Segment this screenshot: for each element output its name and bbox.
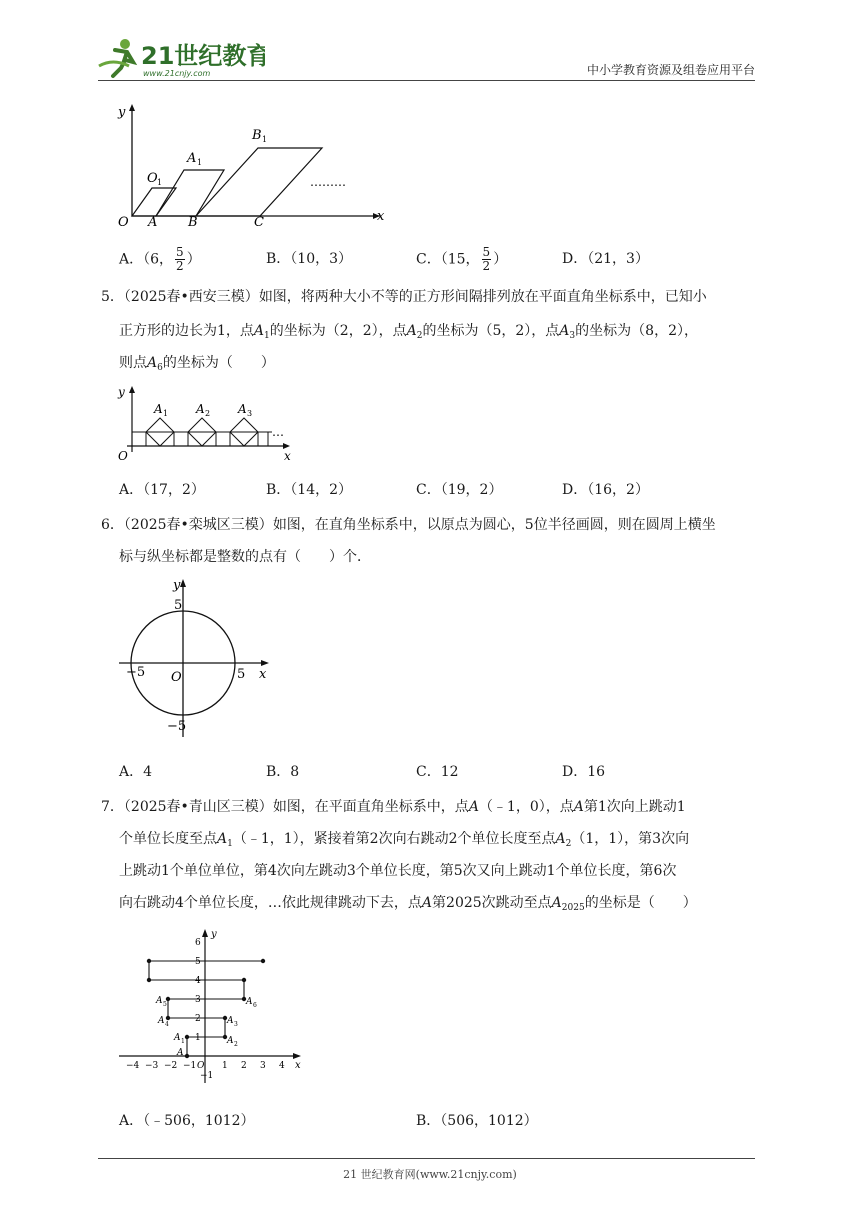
option-text: （17，2） (143, 482, 205, 498)
q5-a2-sub: 2 (205, 409, 211, 418)
q7-a5-sub: 5 (163, 1001, 167, 1008)
option-text: 4 (143, 764, 153, 780)
q5-a3-label: A (238, 402, 247, 416)
q6-option-a (119, 761, 152, 781)
point-sub: 3 (569, 331, 576, 341)
q7-ytick: 6 (195, 938, 201, 948)
q7-origin-label: O (197, 1061, 205, 1071)
q4-dots: ……… (310, 175, 346, 189)
question-text: 个单位长度至点 (119, 831, 217, 847)
option-text-end: ） (186, 251, 201, 268)
question-text: 如图，在直角坐标系中，以原点为圆心，5位半径画圆，则在圆周上横坐 (272, 517, 716, 533)
q4-b1-label: B (252, 128, 262, 143)
q5-option-d (562, 479, 649, 499)
q4-option-c (416, 246, 507, 273)
footer-text: 21 世纪教育网(www.21cnjy.com) (343, 1168, 517, 1181)
option-text: （15， (440, 251, 480, 268)
logo-url: www.21cnjy.com (143, 69, 211, 78)
q7-y-label: y (211, 929, 217, 940)
q4-b1-sub: 1 (262, 135, 268, 144)
option-key: C． (416, 764, 441, 780)
point-label: A (573, 799, 584, 815)
q5-dots: … (272, 425, 284, 439)
question-number: 7． (101, 799, 124, 815)
q4-x-label: x (377, 209, 385, 224)
q7-ytick: 4 (195, 976, 201, 986)
option-key: B． (266, 251, 291, 267)
option-key: D． (562, 482, 588, 498)
q7-ytick-m1: −1 (200, 1071, 214, 1081)
q7-ytick: 2 (195, 1014, 201, 1024)
option-key: B． (416, 1113, 441, 1129)
q7-xtick: −3 (145, 1061, 159, 1071)
point-sub: 2 (565, 839, 572, 849)
question-text: 的坐标是（ ） (584, 895, 697, 911)
q7-a3-label: A (227, 1016, 234, 1026)
q4-origin-label: O (118, 215, 129, 228)
q6-line-1 (101, 515, 716, 535)
q7-line-2 (119, 829, 689, 854)
point-label: A (147, 355, 158, 371)
site-logo (95, 36, 265, 80)
question-text: 的坐标为（5，2），点 (422, 323, 560, 339)
option-key: B． (266, 764, 291, 780)
option-text: 16 (587, 764, 606, 780)
question-source: （2025春•栾城区三模） (123, 517, 273, 533)
point-label: A (217, 831, 228, 847)
q6-option-b (266, 761, 299, 781)
point-label: A (406, 323, 417, 339)
option-key: C． (416, 482, 441, 498)
q5-y-label: y (118, 385, 125, 399)
q4-o1-label: O (147, 171, 158, 186)
question-text: 则点 (119, 355, 147, 371)
q7-a4-label: A (158, 1016, 165, 1026)
q7-line-1 (101, 797, 686, 817)
option-text: 8 (290, 764, 300, 780)
option-key: D． (562, 251, 588, 267)
option-text: （21，3） (587, 251, 649, 267)
q6-x-pos5: 5 (237, 667, 246, 682)
point-label: A (559, 323, 570, 339)
q7-ytick: 1 (195, 1033, 201, 1043)
option-text-end: ） (493, 251, 508, 268)
q7-a2-sub: 2 (234, 1041, 238, 1048)
question-text: 第1次向上跳动1 (583, 799, 686, 815)
q7-xtick: −4 (126, 1061, 140, 1071)
option-key: D． (562, 764, 588, 780)
q5-option-a (119, 479, 205, 499)
question-text: 如图，将两种大小不等的正方形间隔排列放在平面直角坐标系中，已知小 (258, 289, 707, 305)
point-label: A (468, 799, 479, 815)
q5-figure (112, 380, 302, 466)
fraction: $\frac{5}{2}$ (482, 245, 491, 273)
point-sub: 1 (227, 839, 233, 849)
q5-x-label: x (284, 449, 291, 463)
q4-a-label: A (148, 215, 158, 228)
question-text: 的坐标为（8，2）， (575, 323, 698, 339)
option-text: （10，3） (290, 251, 353, 267)
q5-a2-label: A (196, 402, 205, 416)
q7-option-b (416, 1110, 538, 1130)
option-text: 12 (440, 764, 459, 780)
q6-x-label: x (259, 667, 267, 682)
q6-y-pos5: 5 (174, 598, 183, 613)
question-text: 第2025次跳动至点 (432, 895, 552, 911)
header-right-text: 中小学教育资源及组卷应用平台 (586, 63, 755, 77)
header-rule (98, 80, 755, 81)
footer-rule (98, 1158, 755, 1159)
question-text: （﹣1，0），点 (478, 799, 574, 815)
q7-ytick: 3 (195, 995, 201, 1005)
question-text: （1，1），第3次向 (571, 831, 690, 847)
q5-option-b (266, 479, 352, 499)
q4-a1-label: A (187, 151, 197, 166)
q7-ytick: 5 (195, 957, 201, 967)
question-text: 的坐标为（ ） (162, 355, 275, 371)
option-key: B． (266, 482, 291, 498)
option-text: （16，2） (587, 482, 649, 498)
point-sub: 6 (157, 363, 163, 373)
q6-line-2 (119, 547, 371, 567)
q7-line-4 (119, 893, 697, 918)
question-text: 如图，在平面直角坐标系中，点 (272, 799, 469, 815)
question-source: （2025春•西安三模） (123, 289, 259, 305)
q4-option-a (119, 246, 201, 273)
option-text: （﹣506，1012） (143, 1113, 255, 1129)
q5-a3-sub: 3 (247, 409, 253, 418)
q7-a6-label: A (246, 997, 253, 1007)
q4-a1-sub: 1 (197, 158, 203, 167)
option-text: （19，2） (440, 482, 503, 498)
option-key: A． (119, 764, 144, 780)
point-label: A (551, 895, 562, 911)
q7-xtick: 4 (279, 1061, 285, 1071)
option-key: A． (119, 251, 144, 268)
q6-x-neg5: −5 (126, 665, 146, 680)
q6-origin-label: O (171, 670, 182, 685)
logo-text: 21世纪教育 (141, 42, 265, 70)
q7-a2-label: A (227, 1036, 234, 1046)
point-label: A (555, 831, 566, 847)
q7-a4-sub: 4 (165, 1021, 169, 1028)
question-text: （﹣1，1），紧接着第2次向右跳动2个单位长度至点 (232, 831, 556, 847)
question-text: 的坐标为（2，2），点 (269, 323, 407, 339)
q7-line-3 (119, 861, 676, 881)
q7-xtick: 1 (222, 1061, 228, 1071)
q5-option-c (416, 479, 502, 499)
q5-line-3 (119, 353, 275, 378)
question-text: 向右跳动4个单位长度，…依此规律跳动下去，点 (119, 895, 422, 911)
q6-option-c (416, 761, 459, 781)
q7-a-label: A (177, 1048, 184, 1058)
q5-origin-label: O (118, 449, 128, 463)
option-text: （506，1012） (440, 1113, 538, 1129)
option-key: A． (119, 482, 144, 498)
question-number: 6． (101, 517, 124, 533)
question-source: （2025春•青山区三模） (123, 799, 273, 815)
question-text: 标与纵坐标都是整数的点有（ ）个． (119, 549, 371, 565)
logo-runner-icon (95, 36, 265, 80)
point-label: A (253, 323, 265, 339)
q7-a3-sub: 3 (234, 1021, 238, 1028)
option-text: （14，2） (290, 482, 353, 498)
q5-line-2 (119, 321, 698, 346)
point-sub: 1 (264, 331, 270, 341)
q6-y-neg5: −5 (167, 719, 187, 734)
point-sub: 2 (416, 331, 423, 341)
q4-y-label: y (118, 105, 126, 120)
q4-c-label: C (254, 215, 264, 228)
q7-xtick: −1 (183, 1061, 197, 1071)
q4-option-b (266, 248, 352, 268)
q6-y-label: y (173, 578, 181, 593)
q5-line-1 (101, 287, 707, 307)
question-text: 正方形的边长为1，点 (119, 323, 254, 339)
q4-figure (112, 98, 392, 228)
q7-a5-label: A (156, 996, 163, 1006)
q4-b-label: B (188, 215, 198, 228)
option-key: A． (119, 1113, 144, 1129)
fraction: $\frac{5}{2}$ (176, 245, 184, 273)
question-text: 上跳动1个单位单位，第4次向左跳动3个单位长度，第5次又向上跳动1个单位长度，第6次 (119, 863, 677, 879)
q7-option-a (119, 1110, 254, 1130)
option-text: （6， (143, 251, 174, 268)
q7-a1-label: A (174, 1033, 181, 1043)
q5-a1-label: A (154, 402, 163, 416)
q5-a1-sub: 1 (163, 409, 169, 418)
q4-o1-sub: 1 (157, 178, 163, 187)
q6-figure (115, 575, 275, 740)
point-label: A (421, 895, 433, 911)
q7-xtick: 2 (241, 1061, 247, 1071)
q7-x-label: x (295, 1060, 301, 1071)
q7-figure (115, 925, 310, 1085)
question-number: 5． (101, 289, 124, 305)
option-key: C． (416, 251, 441, 268)
q6-option-d (562, 761, 605, 781)
point-sub: 2025 (561, 903, 585, 913)
q7-a6-sub: 6 (253, 1002, 257, 1009)
q4-option-d (562, 248, 649, 268)
q7-a1-sub: 1 (181, 1038, 185, 1045)
q7-xtick: 3 (260, 1061, 266, 1071)
q7-xtick: −2 (164, 1061, 178, 1071)
